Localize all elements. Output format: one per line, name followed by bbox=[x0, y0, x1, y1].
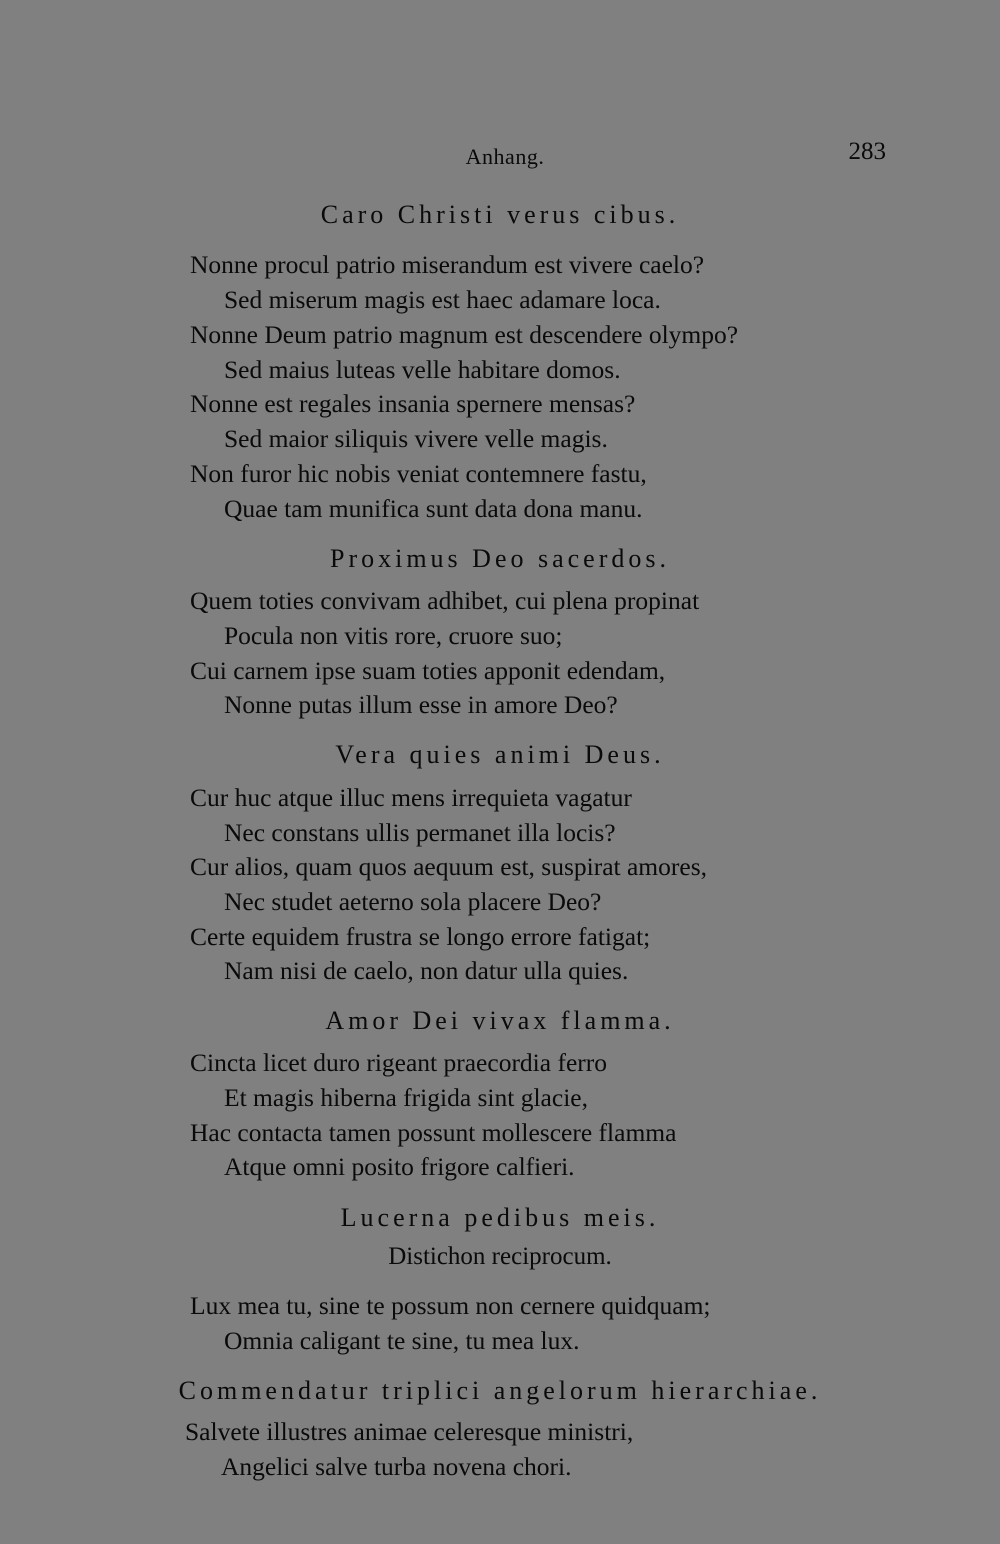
verse-line: Nec studet aeterno sola placere Deo? bbox=[224, 887, 602, 916]
verse-line: Et magis hiberna frigida sint glacie, bbox=[224, 1083, 588, 1112]
verse-line: Nonne Deum patrio magnum est descendere olympo? bbox=[190, 320, 739, 349]
verse-line: Non furor hic nobis veniat contemnere fastu, bbox=[190, 459, 647, 488]
verse-line: Cur alios, quam quos aequum est, suspirat amores, bbox=[190, 852, 707, 881]
verse-line: Omnia caligant te sine, tu mea lux. bbox=[224, 1326, 580, 1355]
poem-title: Caro Christi verus cibus. bbox=[320, 200, 680, 229]
verse-line: Quem toties convivam adhibet, cui plena propinat bbox=[190, 586, 700, 615]
verse-line: Certe equidem frustra se longo errore fatigat; bbox=[190, 922, 651, 951]
verse-line: Nonne est regales insania spernere mensas? bbox=[190, 389, 636, 418]
poem-title: Vera quies animi Deus. bbox=[335, 740, 665, 769]
poem-title: Commendatur triplici angelorum hierarchiae. bbox=[178, 1376, 822, 1405]
verse-line: Cui carnem ipse suam toties apponit edendam, bbox=[190, 656, 666, 685]
poem-title: Amor Dei vivax flamma. bbox=[325, 1006, 675, 1035]
verse-line: Angelici salve turba novena chori. bbox=[221, 1452, 572, 1481]
verse-line: Pocula non vitis rore, cruore suo; bbox=[224, 621, 563, 650]
poem-title: Lucerna pedibus meis. bbox=[340, 1203, 660, 1232]
verse-line: Salvete illustres animae celeresque ministri, bbox=[185, 1417, 634, 1446]
verse-line: Hac contacta tamen possunt mollescere flamma bbox=[190, 1118, 677, 1147]
page-header bbox=[0, 138, 1000, 178]
page-number: 283 bbox=[848, 138, 886, 165]
verse-line: Sed maius luteas velle habitare domos. bbox=[224, 355, 621, 384]
verse-line: Sed miserum magis est haec adamare loca. bbox=[224, 285, 661, 314]
verse-line: Nam nisi de caelo, non datur ulla quies. bbox=[224, 956, 629, 985]
poem-title: Proximus Deo sacerdos. bbox=[329, 544, 670, 573]
verse-line: Nec constans ullis permanet illa locis? bbox=[224, 818, 616, 847]
verse-line: Cincta licet duro rigeant praecordia ferro bbox=[190, 1048, 608, 1077]
running-head: Anhang. bbox=[465, 144, 545, 169]
verse-line: Cur huc atque illuc mens irrequieta vagatur bbox=[190, 783, 632, 812]
verse-line: Lux mea tu, sine te possum non cernere quidquam; bbox=[190, 1291, 711, 1320]
verse-line: Atque omni posito frigore calfieri. bbox=[224, 1152, 575, 1181]
poem-subtitle: Distichon reciprocum. bbox=[388, 1243, 612, 1270]
verse-line: Sed maior siliquis vivere velle magis. bbox=[224, 424, 608, 453]
verse-line: Quae tam munifica sunt data dona manu. bbox=[224, 494, 643, 523]
verse-line: Nonne putas illum esse in amore Deo? bbox=[224, 690, 618, 719]
verse-line: Nonne procul patrio miserandum est vivere caelo? bbox=[190, 250, 705, 279]
